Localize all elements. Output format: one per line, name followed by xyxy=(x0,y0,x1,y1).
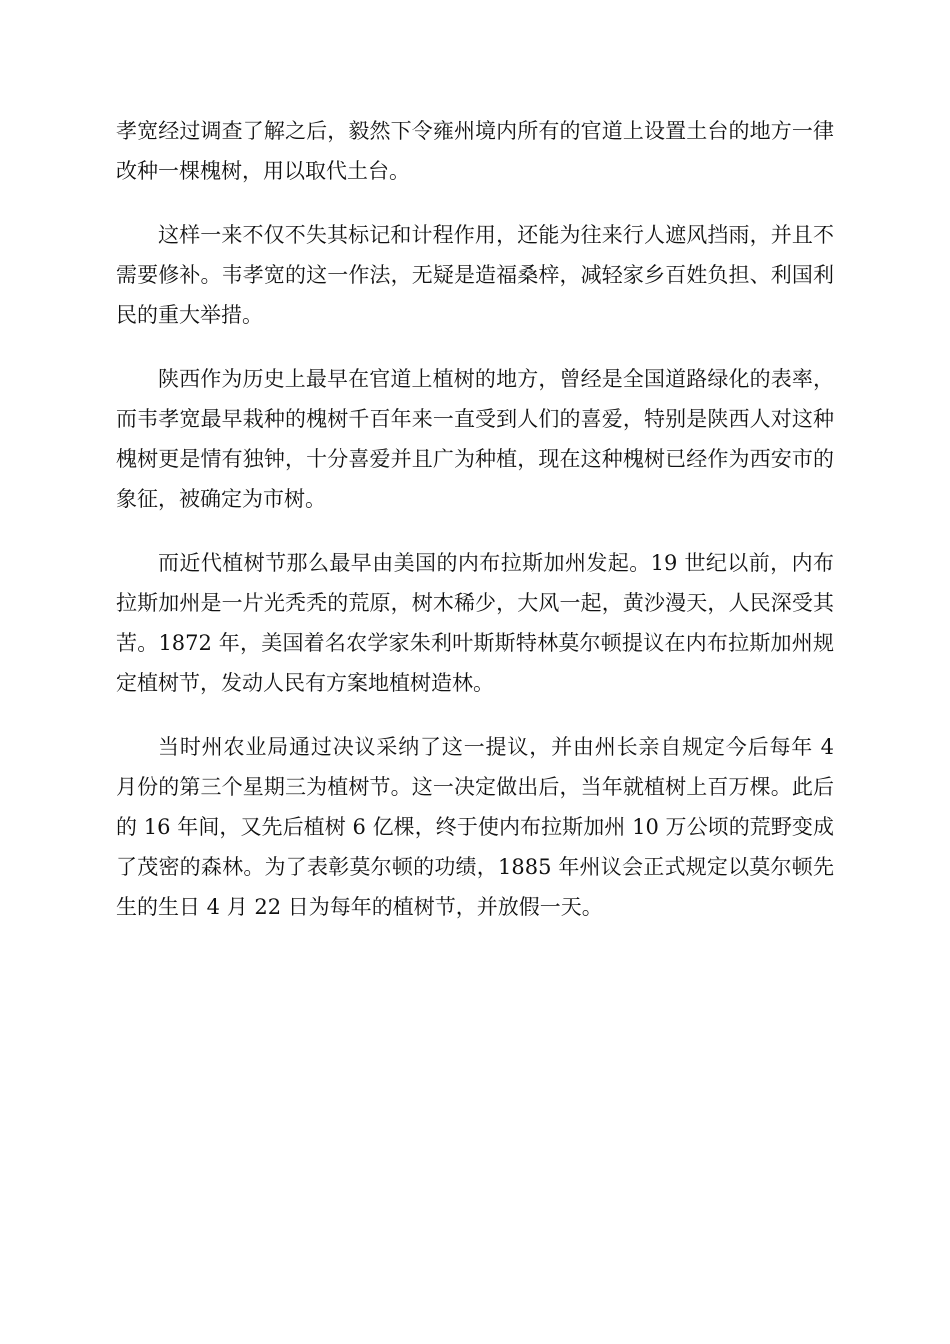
paragraph-1: 孝宽经过调查了解之后，毅然下令雍州境内所有的官道上设置土台的地方一律改种一棵槐树，用以取代土台。 xyxy=(116,119,834,183)
paragraph-2: 这样一来不仅不失其标记和计程作用，还能为往来行人遮风挡雨，并且不需要修补。韦孝宽的这一作法，无疑是造福桑梓，减轻家乡百姓负担、利国利民的重大举措。 xyxy=(116,223,834,327)
document-body xyxy=(116,111,834,951)
paragraph-3: 陕西作为历史上最早在官道上植树的地方，曾经是全国道路绿化的表率，而韦孝宽最早栽种的槐树千百年来一直受到人们的喜爱，特别是陕西人对这种槐树更是情有独钟，十分喜爱并且广为种植，现在这种槐树已经作为西安市的象征，被确定为市树。 xyxy=(116,367,834,511)
paragraph-5: 当时州农业局通过决议采纳了这一提议，并由州长亲自规定今后每年 4 月份的第三个星期三为植树节。这一决定做出后，当年就植树上百万棵。此后的 16 年间，又先后植树 6 亿棵，终于使内布拉斯加州 10 万公顷的荒野变成了茂密的森林。为了表彰莫尔顿的功绩，1885 年州议会正式规定以莫尔顿先生的生日 4 月 22 日为每年的植树节，并放假一天。 xyxy=(116,735,834,919)
paragraph-4: 而近代植树节那么最早由美国的内布拉斯加州发起。19 世纪以前，内布拉斯加州是一片光秃秃的荒原，树木稀少，大风一起，黄沙漫天，人民深受其苦。1872 年，美国着名农学家朱利叶斯斯特林莫尔顿提议在内布拉斯加州规定植树节，发动人民有方案地植树造林。 xyxy=(116,551,834,695)
